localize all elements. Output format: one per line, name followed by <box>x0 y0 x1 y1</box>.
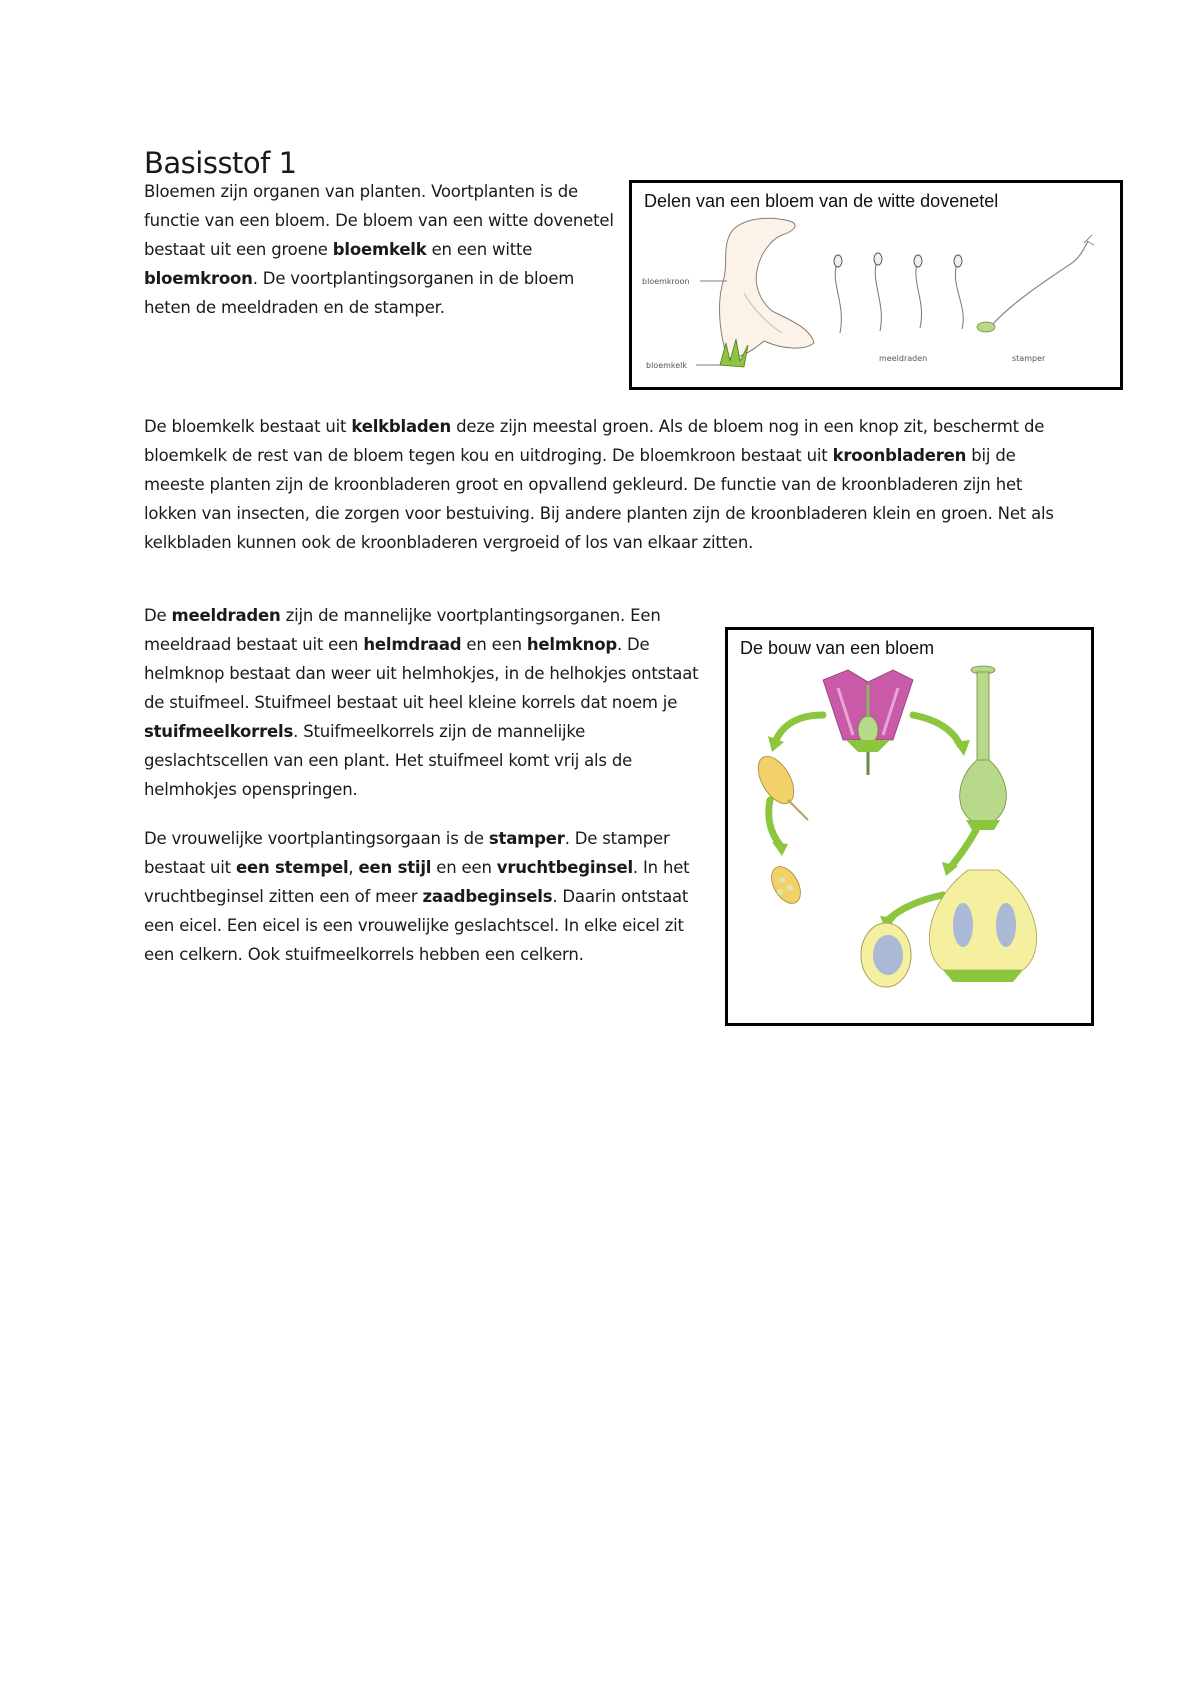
bouw-bloem-illustration <box>728 630 1091 1023</box>
meeldraden-paragraph <box>144 601 714 804</box>
ovary-cross-section <box>929 870 1036 982</box>
term-stempel: een stempel <box>235 858 349 877</box>
term-bloemkroon: bloemkroon <box>144 269 253 288</box>
text-run: deze zijn meestal groen. Als de bloem nog in een knop zit, beschermt de bloemkelk de rest van de bloem tegen kou en uitdroging. De bloemkroon bestaat uit <box>144 417 1045 465</box>
text-run: zijn de mannelijke voortplantingsorganen. Een meeldraad bestaat uit een <box>144 606 661 654</box>
open-anther-drawing <box>766 862 807 909</box>
text-run: , <box>348 858 359 877</box>
term-stamper: stamper <box>488 829 565 848</box>
term-meeldraden: meeldraden <box>171 606 281 625</box>
figure-caption: Delen van een bloem van de witte dovenetel <box>644 191 999 211</box>
text-run: . In het vruchtbeginsel zitten een of meer <box>144 858 690 906</box>
ovule-drawing <box>861 923 911 987</box>
figure-witte-dovenetel <box>629 180 1123 390</box>
text-run: . Daarin ontstaat een eicel. Een eicel is een vrouwelijke geslachtscel. In elke eicel zit een celkern. Ook stuifmeelkorrels hebben een celkern. <box>144 887 689 964</box>
text-run: . De voortplantingsorganen in de bloem heten de meeldraden en de stamper. <box>144 269 575 317</box>
stamper-paragraph <box>144 824 714 969</box>
term-stuifmeelkorrels: stuifmeelkorrels <box>144 722 294 741</box>
term-kelkbladen: kelkbladen <box>351 417 452 436</box>
label-bloemkroon: bloemkroon <box>642 277 690 286</box>
label-bloemkelk: bloemkelk <box>646 361 688 370</box>
term-helmdraad: helmdraad <box>363 635 462 654</box>
dovenetel-illustration <box>632 183 1120 387</box>
text-run: en een <box>461 635 527 654</box>
figure-caption: De bouw van een bloem <box>740 638 935 658</box>
intro-paragraph <box>144 177 624 322</box>
term-vruchtbeginsel: vruchtbeginsel <box>496 858 633 877</box>
text-run: De bloemkelk bestaat uit <box>144 417 352 436</box>
page-title: Basisstof 1 <box>144 146 297 180</box>
term-bloemkelk: bloemkelk <box>332 240 427 259</box>
text-run: bij de meeste planten zijn de kroonbladeren groot en opvallend gekleurd. De functie van de kroonbladeren zijn het lokken van insecten, die zorgen voor bestuiving. Bij andere planten zijn de kroonbladeren klein en groen. Net als kelkbladen kunnen ook de kroonbladeren vergroeid of los van elkaar zitten. <box>144 446 1054 552</box>
anther-group <box>834 253 962 267</box>
anther-drawing <box>751 750 808 820</box>
term-kroonbladeren: kroonbladeren <box>832 446 967 465</box>
text-run: De vrouwelijke voortplantingsorgaan is de <box>144 829 489 848</box>
text-run: en een <box>431 858 497 877</box>
flower-cross-section <box>823 670 913 775</box>
kelk-kroon-paragraph <box>144 412 1064 557</box>
term-zaadbeginsels: zaadbeginsels <box>422 887 553 906</box>
label-meeldraden: meeldraden <box>879 354 928 363</box>
text-run: . Stuifmeelkorrels zijn de mannelijke geslachtscellen van een plant. Het stuifmeel komt vrij als de helmhokjes openspringen. <box>144 722 633 799</box>
term-stijl: een stijl <box>358 858 432 877</box>
label-stamper: stamper <box>1012 354 1046 363</box>
text-run: De <box>144 606 172 625</box>
pistil-drawing <box>992 241 1088 325</box>
text-run: . De stamper bestaat uit <box>144 829 670 877</box>
text-run: en een witte <box>426 240 533 259</box>
stamen-group <box>835 261 963 333</box>
dovenetel-flower-drawing <box>720 218 814 358</box>
term-helmknop: helmknop <box>526 635 617 654</box>
text-run: Bloemen zijn organen van planten. Voortplanten is de functie van een bloem. De bloem van een witte dovenetel bestaat uit een groene <box>144 182 614 259</box>
text-run: . De helmknop bestaat dan weer uit helmhokjes, in de helhokjes ontstaat de stuifmeel. Stuifmeel bestaat uit heel kleine korrels dat noem je <box>144 635 699 712</box>
figure-bouw-bloem <box>725 627 1094 1026</box>
